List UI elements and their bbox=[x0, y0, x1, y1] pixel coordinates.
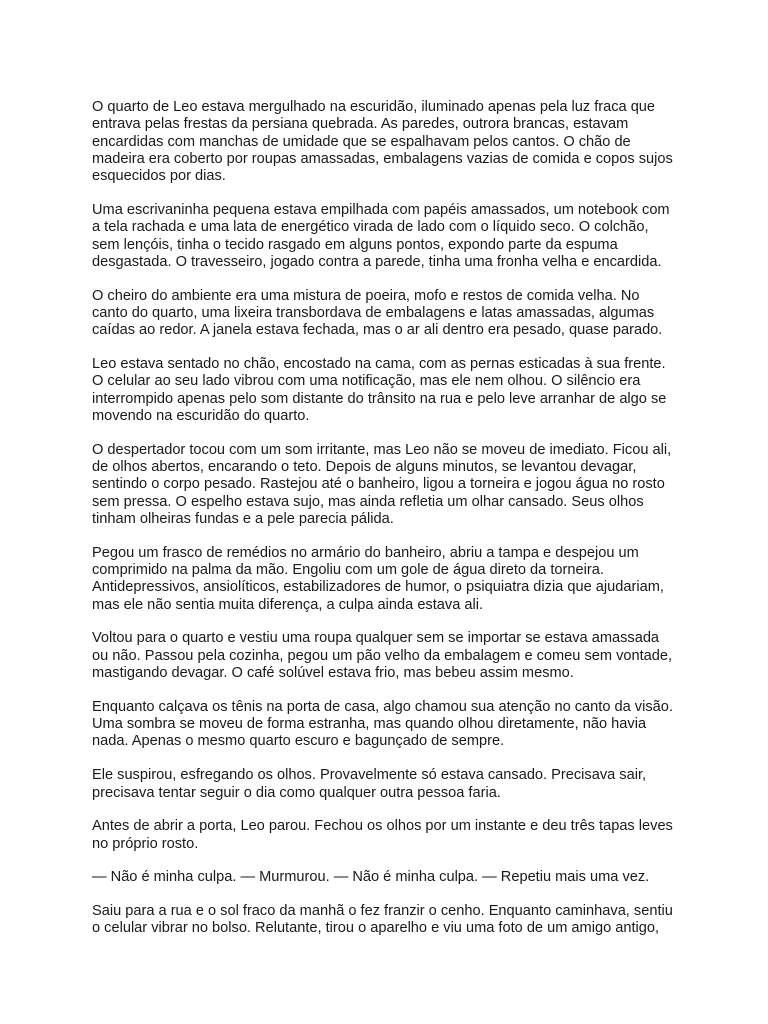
paragraph-1: O quarto de Leo estava mergulhado na escuridão, iluminado apenas pela luz fraca que entrava pelas frestas da persiana quebrada. As paredes, outrora brancas, estavam encardidas com manchas de umidade que se espalhavam pelos cantos. O chão de madeira era coberto por roupas amassadas, embalagens vazias de comida e copos sujos esquecidos por dias. bbox=[92, 99, 673, 185]
paragraph-11: — Não é minha culpa. — Murmurou. — Não é minha culpa. — Repetiu mais uma vez. bbox=[92, 869, 650, 886]
paragraph-3: O cheiro do ambiente era uma mistura de poeira, mofo e restos de comida velha. No canto do quarto, uma lixeira transbordava de embalagens e latas amassadas, algumas caídas ao redor. A janela estava fechada, mas o ar ali dentro era pesado, quase parado. bbox=[92, 287, 663, 339]
paragraph-12: Saiu para a rua e o sol fraco da manhã o fez franzir o cenho. Enquanto caminhava, sentiu o celular vibrar no bolso. Relutante, tirou o aparelho e viu uma foto de um amigo antigo, bbox=[92, 903, 673, 937]
paragraph-2: Uma escrivaninha pequena estava empilhada com papéis amassados, um notebook com a tela rachada e uma lata de energético virada de lado com o líquido seco. O colchão, sem lençóis, tinha o tecido rasgado em alguns pontos, expondo parte da espuma desgastada. O travesseiro, jogado contra a parede, tinha uma fronha velha e encardida. bbox=[92, 201, 670, 270]
paragraph-4: Leo estava sentado no chão, encostado na cama, com as pernas esticadas à sua frente. O celular ao seu lado vibrou com uma notificação, mas ele nem olhou. O silêncio era interrompido apenas pelo som distante do trânsito na rua e pelo leve arranhar de algo se movendo na escuridão do quarto. bbox=[92, 356, 667, 424]
paragraph-10: Antes de abrir a porta, Leo parou. Fechou os olhos por um instante e deu três tapas leves no próprio rosto. bbox=[92, 818, 673, 852]
paragraph-7: Voltou para o quarto e vestiu uma roupa qualquer sem se importar se estava amassada ou não. Passou pela cozinha, pegou um pão velho da embalagem e comeu sem vontade, mastigando devagar. O café solúvel estava frio, mas bebeu assim mesmo. bbox=[92, 630, 673, 682]
paragraph-6: Pegou um frasco de remédios no armário do banheiro, abriu a tampa e despejou um comprimido na palma da mão. Engoliu com um gole de água direto da torneira. Antidepressivos, ansiolíticos, estabilizadores de humor, o psiquiatra dizia que ajudariam, mas ele não sentia muita diferença, a culpa ainda estava ali. bbox=[92, 544, 664, 613]
paragraph-8: Enquanto calçava os tênis na porta de casa, algo chamou sua atenção no canto da visão. Uma sombra se moveu de forma estranha, mas quando olhou diretamente, não havia nada. Apenas o mesmo quarto escuro e bagunçado de sempre. bbox=[92, 698, 673, 750]
paragraph-9: Ele suspirou, esfregando os olhos. Provavelmente só estava cansado. Precisava sair, precisava tentar seguir o dia como qualquer outra pessoa faria. bbox=[92, 767, 647, 801]
paragraph-5: O despertador tocou com um som irritante, mas Leo não se moveu de imediato. Ficou ali, de olhos abertos, encarando o teto. Depois de alguns minutos, se levantou devagar, sentindo o corpo pesado. Rastejou até o banheiro, ligou a torneira e jogou água no rosto sem pressa. O espelho estava sujo, mas ainda refletia um olhar cansado. Seus olhos tinham olheiras fundas e a pele parecia pálida. bbox=[92, 441, 672, 527]
